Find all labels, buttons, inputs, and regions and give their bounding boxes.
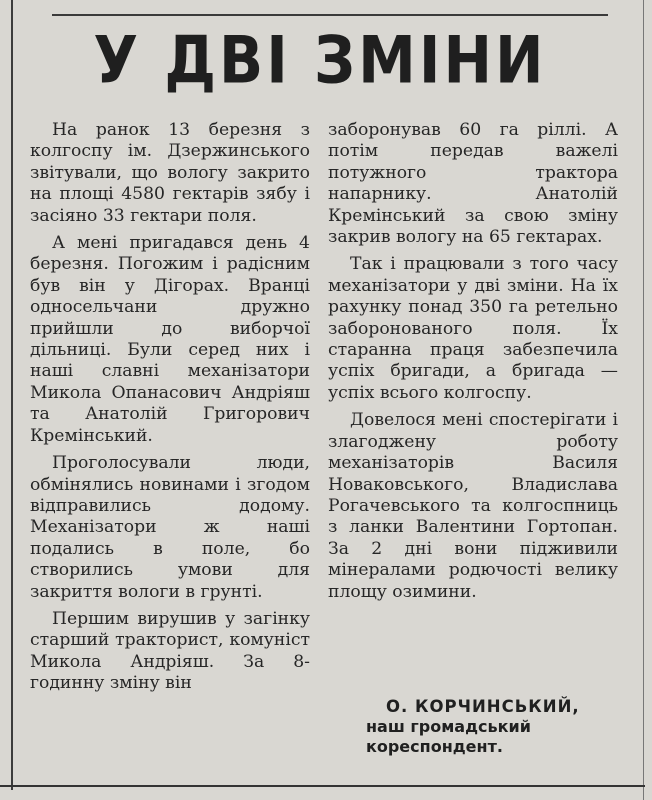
- paragraph: заборонував 60 га ріллі. А потім передав важелі потужного трактора напарнику. Анатолій Кремінський за свою зміну закрив вологу на 65 гектарах.: [328, 120, 618, 248]
- paragraph: Першим вирушив у загінку старший тракторист, комуніст Микола Андріяш. За 8-годинну зміну він: [30, 608, 310, 694]
- article-headline: У ДВІ ЗМІНИ: [93, 22, 547, 99]
- paragraph: Так і працювали з того часу механізатори у дві зміни. На їх рахунку понад 350 га ретельно заборонованого поля. Їх старанна праця забезпечила успіх бригади, а бригада — успіх всього колгоспу.: [328, 254, 618, 403]
- right-column: [328, 120, 618, 609]
- paragraph: Проголосували люди, обмінялись новинами і згодом відправились додому. Механізатори ж наші подались в поле, бо створились умови для закриття вологи в грунті.: [30, 453, 310, 602]
- left-column: [30, 120, 310, 701]
- author-name: О. КОРЧИНСЬКИЙ,: [386, 697, 580, 716]
- left-border-rule: [11, 0, 13, 790]
- paragraph: А мені пригадався день 4 березня. Погожим і радісним був він у Дігорах. Вранці односельчани дружно прийшли до виборчої дільниці. Були серед них і наші славні механізатори Микола Опанасович Андріяш та Анатолій Григорович Кремінський.: [30, 233, 310, 446]
- top-rule: [52, 14, 608, 16]
- bottom-rule: [0, 785, 645, 787]
- paragraph: На ранок 13 березня з колгоспу ім. Дзержинського звітували, що вологу закрито на площі 4580 гектарів зябу і засіяно 33 гектари поля.: [30, 120, 310, 226]
- right-border-rule: [643, 0, 644, 800]
- author-signature: [330, 697, 620, 757]
- author-role: наш громадський кореспондент.: [366, 717, 531, 756]
- paragraph: Довелося мені спостерігати і злагоджену роботу механізаторів Василя Новаковського, Владислава Рогачевського та колгоспниць з ланки Валентини Гортопан. За 2 дні вони підживили мінералами родючості велику площу озимини.: [328, 410, 618, 602]
